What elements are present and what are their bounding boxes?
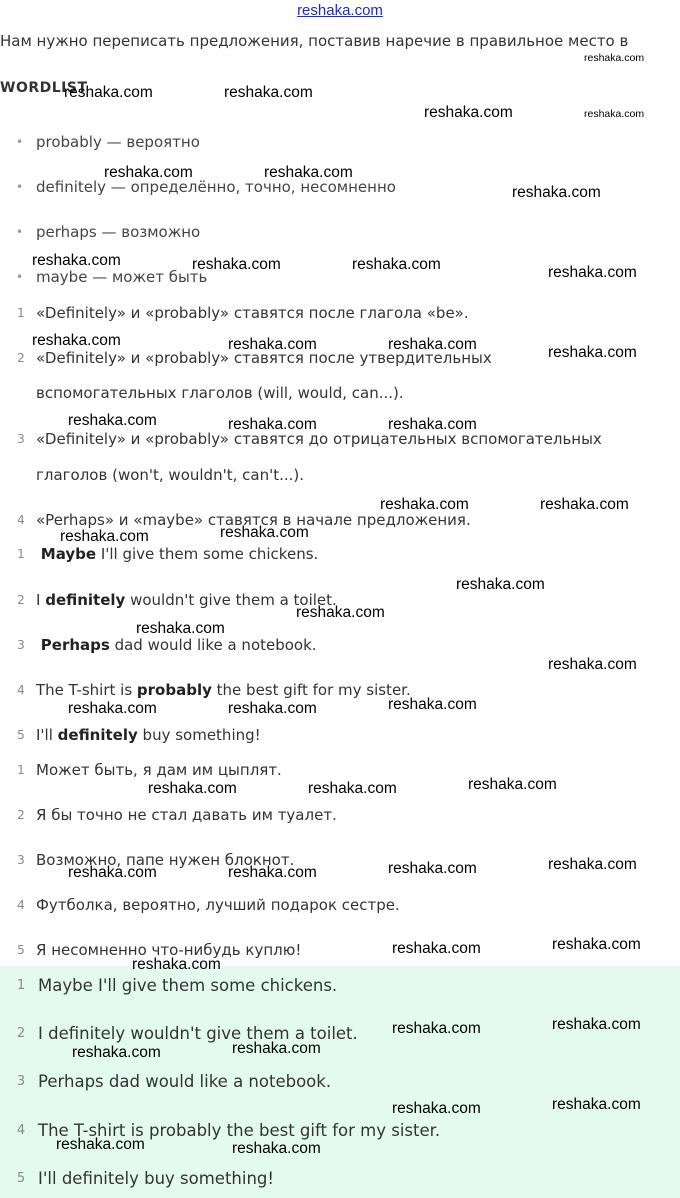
wordlist-item: • maybe — может быть [16,268,207,286]
watermark: reshaka.com [56,1136,145,1153]
watermark: reshaka.com [552,1016,641,1033]
watermark: reshaka.com [228,336,317,353]
watermark: reshaka.com [264,164,353,181]
watermark: reshaka.com [388,336,477,353]
watermark: reshaka.com [540,496,629,513]
watermark: reshaka.com [228,864,317,881]
watermark: reshaka.com [468,776,557,793]
watermark: reshaka.com [548,656,637,673]
watermark: reshaka.com [32,332,121,349]
watermark: reshaka.com [512,184,601,201]
watermark: reshaka.com [392,1020,481,1037]
watermark: reshaka.com [132,956,221,973]
watermark: reshaka.com [392,1100,481,1117]
final-answers-panel: 1 Maybe I'll give them some chickens. 2 I definitely wouldn't give them a toilet. 3 Perhaps dad would like a notebook. 4 The T-shirt is probably the best gift for my sister. 5 I'll definitely buy something! [0,966,680,1198]
watermark: reshaka.com [548,344,637,361]
watermark: reshaka.com [308,780,397,797]
watermark: reshaka.com [104,164,193,181]
watermark: reshaka.com [232,1140,321,1157]
watermark: reshaka.com [72,1044,161,1061]
watermark: reshaka.com [64,84,153,101]
watermark: reshaka.com [388,696,477,713]
watermark: reshaka.com [220,524,309,541]
watermark: reshaka.com [228,416,317,433]
watermark: reshaka.com [68,412,157,429]
watermark: reshaka.com [68,864,157,881]
watermark: reshaka.com [68,700,157,717]
watermark: reshaka.com [424,104,513,121]
watermark: reshaka.com [388,860,477,877]
watermark: reshaka.com [552,1096,641,1113]
watermark: reshaka.com [584,52,645,64]
watermark: reshaka.com [228,700,317,717]
watermark: reshaka.com [456,576,545,593]
watermark: reshaka.com [552,936,641,953]
wordlist-title: WORDLIST [0,80,88,96]
watermark: reshaka.com [60,528,149,545]
watermark: reshaka.com [392,940,481,957]
task-intro: Нам нужно переписать предложения, поставив наречие в правильное место в [0,32,629,50]
watermark: reshaka.com [192,256,281,273]
watermark: reshaka.com [352,256,441,273]
watermark: reshaka.com [548,264,637,281]
watermark: reshaka.com [548,856,637,873]
watermark: reshaka.com [148,780,237,797]
watermark: reshaka.com [224,84,313,101]
watermark: reshaka.com [388,416,477,433]
wordlist-item: • perhaps — возможно [16,223,200,241]
watermark: reshaka.com [32,252,121,269]
watermark: reshaka.com [296,604,385,621]
watermark: reshaka.com [136,620,225,637]
watermark: reshaka.com [232,1040,321,1057]
watermark: reshaka.com [380,496,469,513]
site-logo-link[interactable]: reshaka.com [297,2,383,19]
wordlist-item: • probably — вероятно [16,133,200,151]
watermark: reshaka.com [584,108,645,120]
wordlist-item: • definitely — определённо, точно, несомненно [16,178,396,196]
